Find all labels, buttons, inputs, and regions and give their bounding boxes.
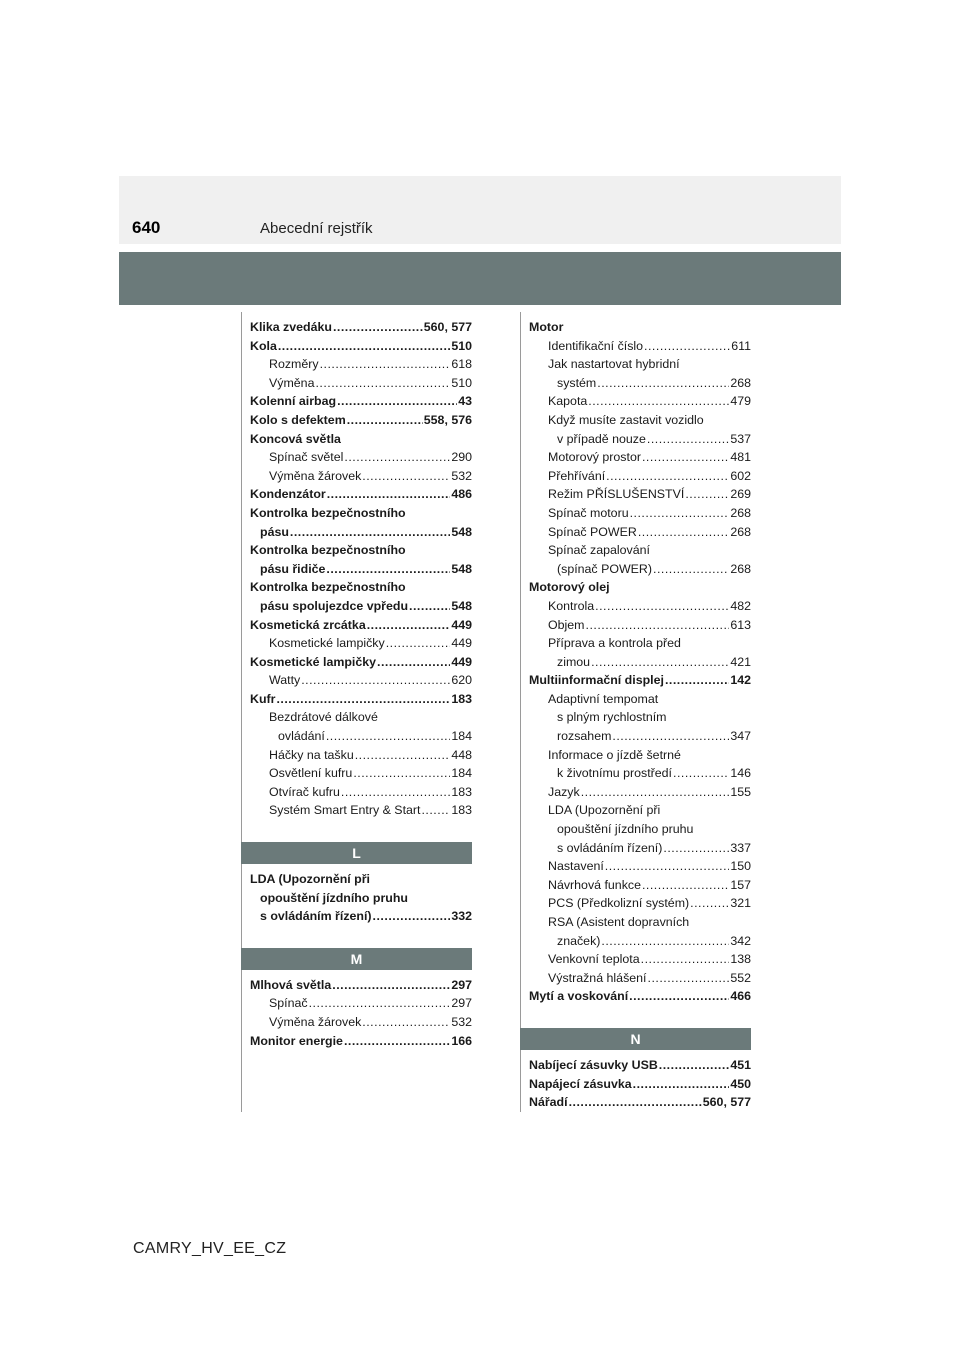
index-subentry: Výměna ..... 510 bbox=[250, 374, 472, 393]
index-subentry: Když musíte zastavit vozidlo bbox=[548, 412, 704, 427]
index-entry: Kontrolka bezpečnostního bbox=[250, 543, 406, 558]
index-subentry: Osvětlení kufru ..... 184 bbox=[250, 764, 472, 783]
index-subentry: Kapota ..... 479 bbox=[529, 392, 751, 411]
index-entry: Kosmetické lampičky ..... 449 bbox=[250, 653, 472, 672]
index-entry: Kontrolka bezpečnostního bbox=[250, 580, 406, 595]
index-entry: Kondenzátor ..... 486 bbox=[250, 485, 472, 504]
index-subentry: ovládání ..... 184 bbox=[250, 727, 472, 746]
index-subentry: Háčky na tašku ..... 448 bbox=[250, 746, 472, 765]
index-entry: pásu spolujezdce vpředu ..... 548 bbox=[250, 597, 472, 616]
index-subentry: systém ..... 268 bbox=[529, 374, 751, 393]
index-column-left bbox=[250, 318, 472, 1050]
column-divider bbox=[520, 312, 521, 1112]
index-subentry: Rozměry ..... 618 bbox=[250, 355, 472, 374]
index-entry: Kolo s defektem ..... 558, 576 bbox=[250, 411, 472, 430]
page-number: 640 bbox=[132, 218, 161, 237]
index-column-right bbox=[529, 318, 751, 1112]
index-subentry: Návrhová funkce ..... 157 bbox=[529, 876, 751, 895]
index-subentry: značek) ..... 342 bbox=[529, 932, 751, 951]
index-subentry: v případě nouze ..... 537 bbox=[529, 430, 751, 449]
index-subentry: Systém Smart Entry & Start ..... 183 bbox=[250, 801, 472, 820]
index-entry: pásu řidiče ..... 548 bbox=[250, 560, 472, 579]
index-subentry: Bezdrátové dálkové bbox=[269, 710, 378, 725]
index-subentry: Výstražná hlášení ..... 552 bbox=[529, 969, 751, 988]
index-subentry: Spínač zapalování bbox=[548, 543, 650, 558]
index-subentry: RSA (Asistent dopravních bbox=[548, 915, 690, 929]
index-subentry: Objem ..... 613 bbox=[529, 616, 751, 635]
index-entry: pásu ..... 548 bbox=[250, 523, 472, 542]
index-entry: Kola ..... 510 bbox=[250, 337, 472, 356]
header-dark-band bbox=[119, 252, 841, 305]
index-entry: Kolenní airbag ..... 43 bbox=[250, 392, 472, 411]
index-subentry: Nastavení ..... 150 bbox=[529, 857, 751, 876]
header-band bbox=[119, 176, 841, 244]
letter-heading-l: L bbox=[241, 842, 472, 864]
index-subentry: s ovládáním řízení) ..... 337 bbox=[529, 839, 751, 858]
index-subentry: Watty ..... 620 bbox=[250, 671, 472, 690]
index-subentry: Venkovní teplota ..... 138 bbox=[529, 950, 751, 969]
index-subentry: zimou ..... 421 bbox=[529, 653, 751, 672]
index-subentry: Jak nastartovat hybridní bbox=[548, 357, 680, 372]
model-code: CAMRY_HV_EE_CZ bbox=[133, 1240, 287, 1257]
index-subentry: Kosmetické lampičky ..... 449 bbox=[250, 634, 472, 653]
index-subentry: Přehřívání ..... 602 bbox=[529, 467, 751, 486]
index-entry: Klika zvedáku ..... 560, 577 bbox=[250, 318, 472, 337]
index-entry: Nabíjecí zásuvky USB ..... 451 bbox=[529, 1056, 751, 1075]
index-subentry: Otvírač kufru ..... 183 bbox=[250, 783, 472, 802]
index-subentry: k životnímu prostředí ..... 146 bbox=[529, 764, 751, 783]
index-subentry: opouštění jízdního pruhu bbox=[557, 822, 694, 837]
index-entry: Multiinformační displej ..... 142 bbox=[529, 671, 751, 690]
index-subentry: PCS (Předkolizní systém) ..... 321 bbox=[529, 894, 751, 913]
index-entry: Napájecí zásuvka ..... 450 bbox=[529, 1075, 751, 1094]
index-subentry: s plným rychlostním bbox=[557, 710, 667, 725]
index-subentry: Kontrola ..... 482 bbox=[529, 597, 751, 616]
index-subentry: Spínač POWER ..... 268 bbox=[529, 523, 751, 542]
index-entry: Kontrolka bezpečnostního bbox=[250, 505, 406, 520]
index-entry: Kufr ..... 183 bbox=[250, 690, 472, 709]
index-subentry: Výměna žárovek ..... 532 bbox=[250, 467, 472, 486]
index-entry: Mytí a voskování ..... 466 bbox=[529, 987, 751, 1006]
index-subentry: Informace o jízdě šetrné bbox=[548, 747, 681, 762]
index-subentry: Jazyk ..... 155 bbox=[529, 783, 751, 802]
index-subentry: Spínač světel ..... 290 bbox=[250, 448, 472, 467]
index-subentry: Spínač ..... 297 bbox=[250, 994, 472, 1013]
index-entry: Koncová světla bbox=[250, 431, 341, 446]
index-subentry: (spínač POWER) ..... 268 bbox=[529, 560, 751, 579]
index-entry: Monitor energie ..... 166 bbox=[250, 1032, 472, 1051]
index-entry: LDA (Upozornění při bbox=[250, 872, 370, 887]
index-entry: s ovládáním řízení) ..... 332 bbox=[250, 907, 472, 926]
index-entry: Mlhová světla ..... 297 bbox=[250, 976, 472, 995]
letter-heading-n: N bbox=[520, 1028, 751, 1050]
section-title: Abecední rejstřík bbox=[260, 220, 373, 237]
index-entry: Motorový olej bbox=[529, 580, 610, 595]
index-subentry: Motorový prostor ..... 481 bbox=[529, 448, 751, 467]
index-subentry: Adaptivní tempomat bbox=[548, 691, 659, 706]
index-entry: Nářadí ..... 560, 577 bbox=[529, 1093, 751, 1112]
column-divider bbox=[241, 312, 242, 1112]
index-subentry: Identifikační číslo ..... 611 bbox=[529, 337, 751, 356]
index-subentry: Příprava a kontrola před bbox=[548, 636, 681, 651]
index-subentry: Režim PŘÍSLUŠENSTVÍ ..... 269 bbox=[529, 485, 751, 504]
index-subentry: rozsahem ..... 347 bbox=[529, 727, 751, 746]
letter-heading-m: M bbox=[241, 948, 472, 970]
index-entry: Motor bbox=[529, 320, 564, 334]
index-subentry: Spínač motoru ..... 268 bbox=[529, 504, 751, 523]
index-subentry: LDA (Upozornění při bbox=[548, 803, 661, 818]
index-entry: Kosmetická zrcátka ..... 449 bbox=[250, 616, 472, 635]
index-entry: opouštění jízdního pruhu bbox=[260, 890, 408, 905]
index-subentry: Výměna žárovek ..... 532 bbox=[250, 1013, 472, 1032]
